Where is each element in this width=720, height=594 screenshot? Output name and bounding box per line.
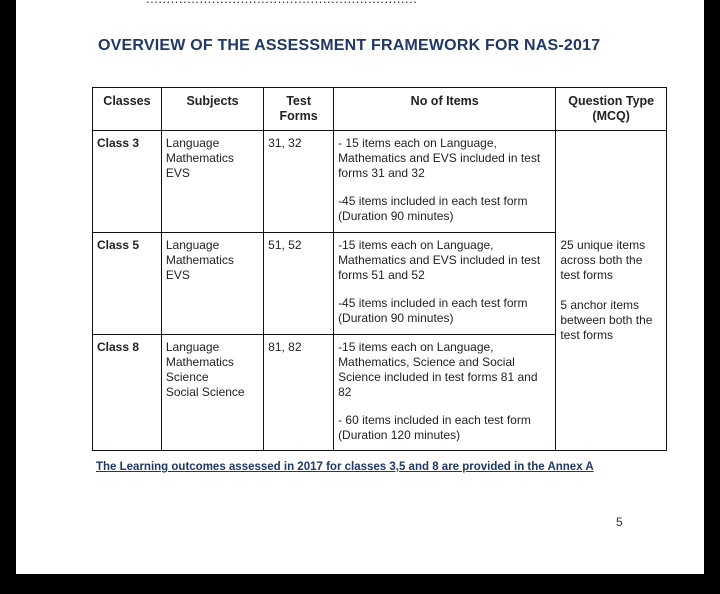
class-cell: Class 3 [93, 131, 162, 233]
subject-item: Mathematics [165, 253, 234, 267]
header-test-forms: Test Forms [264, 88, 334, 131]
subject-item: Science [165, 370, 209, 384]
subject-item: Mathematics [165, 355, 234, 369]
question-type-anchor-items: 5 anchor items between both the test forms [560, 298, 653, 342]
header-classes: Classes [93, 88, 162, 131]
header-question-type: Question Type (MCQ) [556, 88, 667, 131]
items-cell [334, 233, 556, 335]
subject-item: Mathematics [165, 151, 234, 165]
class-cell: Class 5 [93, 233, 162, 335]
items-cell [334, 131, 556, 233]
page-title: OVERVIEW OF THE ASSESSMENT FRAMEWORK FOR NAS-2017 [98, 37, 601, 54]
subject-item: Language [165, 136, 220, 150]
annex-reference-note: The Learning outcomes assessed in 2017 for classes 3,5 and 8 are provided in the Annex A [96, 461, 594, 473]
class-cell: Class 8 [93, 335, 162, 451]
subjects-cell [161, 131, 263, 233]
page-number: 5 [616, 515, 623, 529]
test-forms-cell: 51, 52 [264, 233, 334, 335]
items-total: - 60 items included in each test form (Duration 120 minutes) [338, 413, 531, 442]
header-no-of-items: No of Items [334, 88, 556, 131]
question-type-unique-items: 25 unique items across both the test forms [560, 238, 646, 282]
assessment-framework-table [92, 87, 667, 451]
table-header-row [93, 88, 667, 131]
items-detail: -15 items each on Language, Mathematics, Science and Social Science included in test forms 81 and 82 [338, 340, 538, 399]
items-total: -45 items included in each test form (Duration 90 minutes) [338, 296, 528, 325]
header-subjects: Subjects [161, 88, 263, 131]
items-total: -45 items included in each test form (Duration 90 minutes) [338, 194, 528, 223]
items-cell [334, 335, 556, 451]
test-forms-cell: 81, 82 [264, 335, 334, 451]
cut-off-text-fragment [146, 0, 417, 6]
subject-item: Social Science [165, 385, 245, 399]
items-detail: - 15 items each on Language, Mathematics and EVS included in test forms 31 and 32 [338, 136, 541, 180]
document-page [16, 0, 704, 574]
question-type-cell [556, 131, 667, 451]
items-detail: -15 items each on Language, Mathematics and EVS included in test forms 51 and 52 [338, 238, 541, 282]
subject-item: EVS [165, 166, 190, 180]
table-row-class-3 [93, 131, 667, 233]
test-forms-cell: 31, 32 [264, 131, 334, 233]
subject-item: Language [165, 238, 220, 252]
subjects-cell [161, 233, 263, 335]
subject-item: EVS [165, 268, 190, 282]
subject-item: Language [165, 340, 220, 354]
subjects-cell [161, 335, 263, 451]
